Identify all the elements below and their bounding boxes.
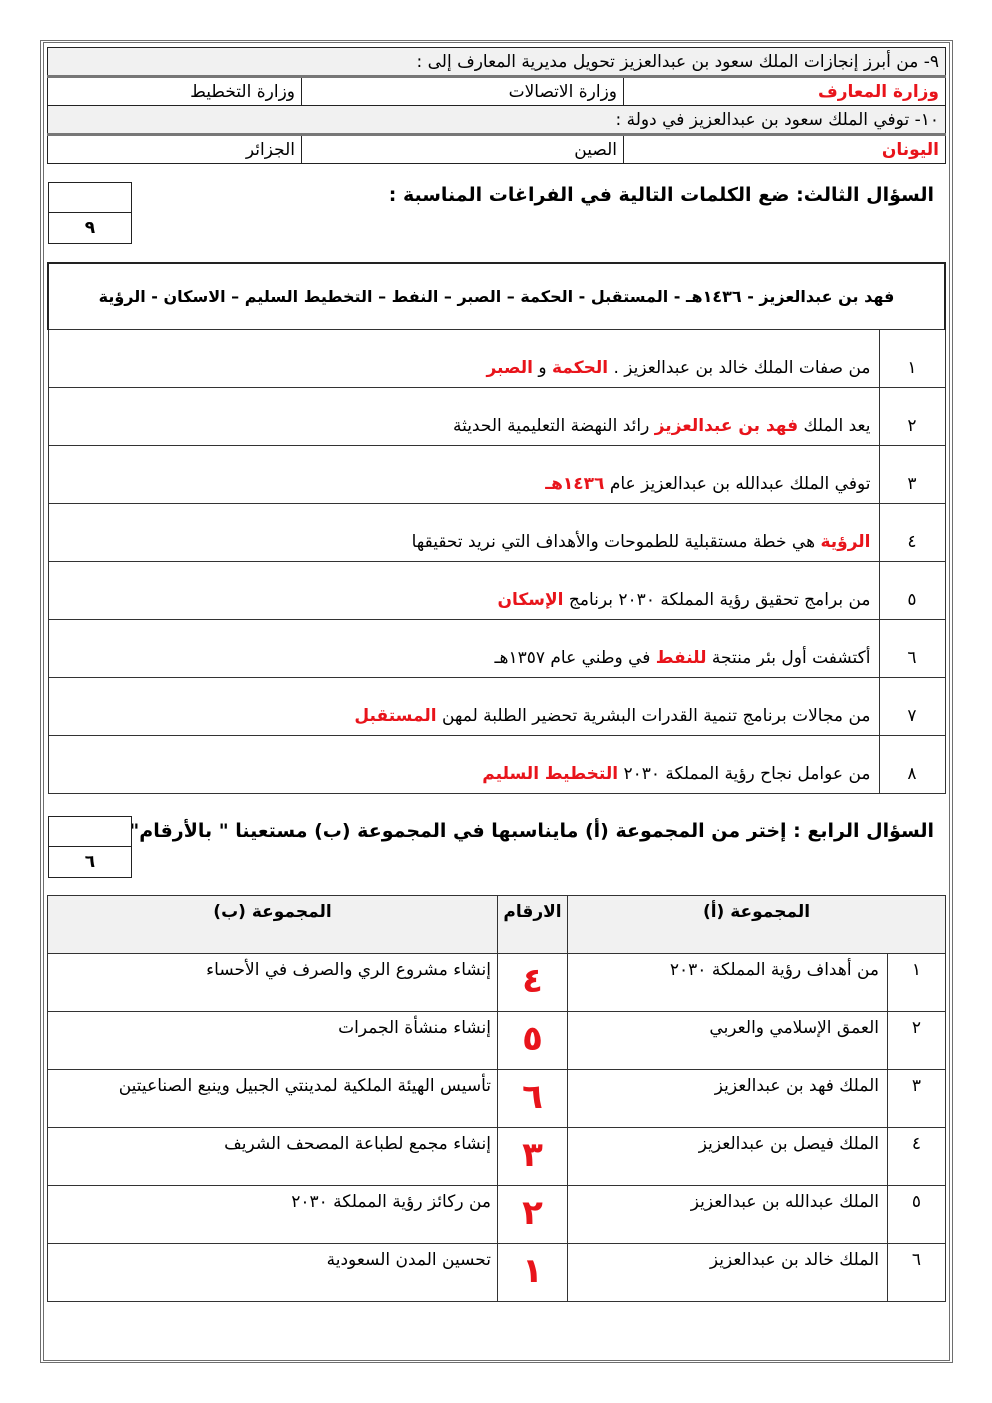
answer: الحكمة [552, 358, 609, 378]
score-value: ٩ [84, 218, 96, 238]
fill-item [48, 387, 945, 445]
header-group-a: المجموعة (أ) [568, 896, 946, 954]
section3-score-box [48, 182, 132, 244]
row-number: ٢ [888, 1012, 946, 1070]
item-sentence: من صفات الملك خالد بن عبدالعزيز . الحكمة و الصبر [48, 329, 879, 387]
group-a-item: الملك فهد بن عبدالعزيز [568, 1070, 888, 1128]
item-sentence: من برامج تحقيق رؤية المملكة ٢٠٣٠ برنامج الإسكان [48, 561, 879, 619]
item-number: ٣ [879, 445, 945, 503]
fill-in-table [47, 262, 946, 794]
item-number: ٧ [879, 677, 945, 735]
matching-table [47, 895, 946, 1302]
item-sentence: من عوامل نجاح رؤية المملكة ٢٠٣٠ التخطيط السليم [48, 735, 879, 793]
match-answer: ٦ [498, 1070, 568, 1128]
mcq-table [47, 47, 946, 164]
match-row [48, 1012, 946, 1070]
option-correct: وزارة المعارف [624, 77, 946, 106]
group-a-item: الملك خالد بن عبدالعزيز [568, 1244, 888, 1302]
item-sentence: توفي الملك عبدالله بن عبدالعزيز عام ١٤٣٦هـ [48, 445, 879, 503]
group-b-item: من ركائز رؤية المملكة ٢٠٣٠ [48, 1186, 498, 1244]
option: الجزائر [48, 135, 302, 164]
row-number: ٤ [888, 1128, 946, 1186]
fill-item [48, 619, 945, 677]
item-number: ١ [879, 329, 945, 387]
section4-score-box [48, 816, 132, 878]
header-row [48, 896, 946, 954]
fill-item [48, 503, 945, 561]
group-b-item: إنشاء مشروع الري والصرف في الأحساء [48, 954, 498, 1012]
answer: للنفط [655, 648, 707, 668]
word-bank: فهد بن عبدالعزيز - ١٤٣٦هـ - المستقبل - الحكمة – الصبر – النفط – التخطيط السليم – الاسكان - الرؤية [48, 263, 945, 329]
row-number: ٥ [888, 1186, 946, 1244]
fill-item [48, 561, 945, 619]
item-sentence: من مجالات برنامج تنمية القدرات البشرية تحضير الطلبة لمهن المستقبل [48, 677, 879, 735]
match-answer: ٢ [498, 1186, 568, 1244]
group-a-item: الملك فيصل بن عبدالعزيز [568, 1128, 888, 1186]
option: الصين [302, 135, 624, 164]
header-group-b: المجموعة (ب) [48, 896, 498, 954]
option: وزارة الاتصالات [302, 77, 624, 106]
answer: الإسكان [497, 590, 564, 610]
answer: الرؤية [820, 532, 871, 552]
item-number: ٨ [879, 735, 945, 793]
item-number: ٢ [879, 387, 945, 445]
row-number: ٦ [888, 1244, 946, 1302]
section4-title: السؤال الرابع : إختر من المجموعة (أ) مايناسبها في المجموعة (ب) مستعينا " بالأرقام" [129, 820, 934, 842]
row-number: ١ [888, 954, 946, 1012]
match-row [48, 1128, 946, 1186]
group-b-item: إنشاء مجمع لطباعة المصحف الشريف [48, 1128, 498, 1186]
item-sentence: أكتشفت أول بئر منتجة للنفط في وطني عام ١٣٥٧هـ [48, 619, 879, 677]
fill-item [48, 677, 945, 735]
option: وزارة التخطيط [48, 77, 302, 106]
match-answer: ١ [498, 1244, 568, 1302]
group-b-item: تأسيس الهيئة الملكية لمدينتي الجبيل وينبع الصناعيتين [48, 1070, 498, 1128]
header-numbers: الارقام [498, 896, 568, 954]
group-a-item: الملك عبدالله بن عبدالعزيز [568, 1186, 888, 1244]
options-row [48, 135, 946, 164]
answer: فهد بن عبدالعزيز [654, 416, 799, 436]
answer: المستقبل [354, 706, 437, 726]
score-total [49, 183, 131, 213]
item-sentence: الرؤية هي خطة مستقبلية للطموحات والأهداف التي نريد تحقيقها [48, 503, 879, 561]
match-row [48, 1244, 946, 1302]
match-row [48, 1070, 946, 1128]
answer: الصبر [486, 358, 533, 378]
group-b-item: إنشاء منشأة الجمرات [48, 1012, 498, 1070]
question-text: ١٠- توفي الملك سعود بن عبدالعزيز في دولة : [48, 106, 946, 135]
match-answer: ٤ [498, 954, 568, 1012]
match-answer: ٥ [498, 1012, 568, 1070]
match-row [48, 1186, 946, 1244]
match-answer: ٣ [498, 1128, 568, 1186]
section3-title: السؤال الثالث: ضع الكلمات التالية في الفراغات المناسبة : [388, 184, 934, 206]
row-number: ٣ [888, 1070, 946, 1128]
group-a-item: من أهداف رؤية المملكة ٢٠٣٠ [568, 954, 888, 1012]
score-value: ٦ [84, 852, 96, 872]
fill-item [48, 329, 945, 387]
group-a-item: العمق الإسلامي والعربي [568, 1012, 888, 1070]
question-row [48, 106, 946, 135]
fill-item [48, 735, 945, 793]
score-total [49, 817, 131, 847]
item-number: ٦ [879, 619, 945, 677]
item-sentence: يعد الملك فهد بن عبدالعزيز رائد النهضة التعليمية الحديثة [48, 387, 879, 445]
fill-item [48, 445, 945, 503]
question-text: ٩- من أبرز إنجازات الملك سعود بن عبدالعزيز تحويل مديرية المعارف إلى : [48, 48, 946, 77]
word-bank-row [48, 263, 945, 329]
item-number: ٥ [879, 561, 945, 619]
group-b-item: تحسين المدن السعودية [48, 1244, 498, 1302]
option-correct: اليونان [624, 135, 946, 164]
answer: التخطيط السليم [482, 764, 619, 784]
match-row [48, 954, 946, 1012]
options-row [48, 77, 946, 106]
answer: ١٤٣٦هـ [545, 474, 605, 494]
item-number: ٤ [879, 503, 945, 561]
question-row [48, 48, 946, 77]
